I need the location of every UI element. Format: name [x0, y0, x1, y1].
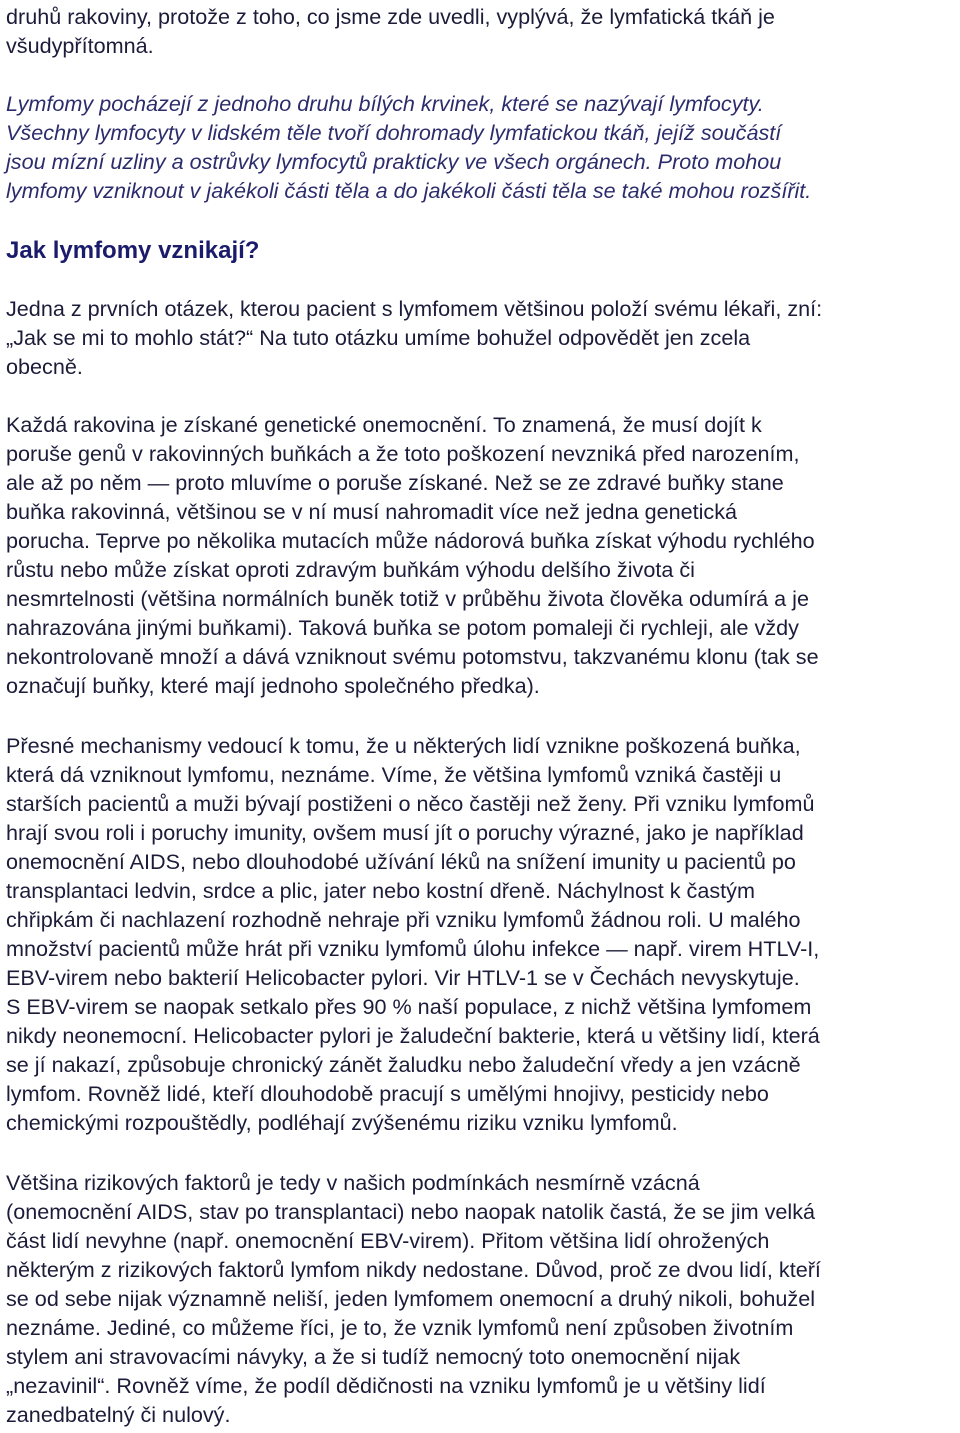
text-line: některým z rizikových faktorů lymfom nikdy nedostane. Důvod, proč ze dvou lidí, kteří — [6, 1257, 821, 1282]
text-line: porucha. Teprve po několika mutacích může nádorová buňka získat výhodu rychlého — [6, 528, 815, 553]
text-line: označují buňky, které mají jednoho společného předka). — [6, 673, 540, 698]
text-line: jsou mízní uzliny a ostrůvky lymfocytů prakticky ve všech orgánech. Proto mohou — [6, 149, 782, 174]
text-line: neznáme. Jediné, co můžeme říci, je to, že vznik lymfomů není způsoben životním — [6, 1315, 794, 1340]
text-line: část lidí nevyhne (např. onemocnění EBV-virem). Přitom většina lidí ohrožených — [6, 1228, 770, 1253]
text-line: lymfomy vzniknout v jakékoli části těla a do jakékoli části těla se také mohou rozšířit. — [6, 178, 812, 203]
text-line: lymfom. Rovněž lidé, kteří dlouhodobě pracují s umělými hnojivy, pesticidy nebo — [6, 1081, 769, 1106]
text-line: se od sebe nijak významně neliší, jeden lymfomem onemocní a druhý nikoli, bohužel — [6, 1286, 815, 1311]
text-line: Všechny lymfocyty v lidském těle tvoří dohromady lymfatickou tkáň, jejíž součástí — [6, 120, 782, 145]
text-line: buňka rakovinná, většinou se v ní musí nahromadit více než jedna genetická — [6, 499, 738, 524]
question-paragraph — [6, 294, 960, 381]
text-line: poruše genů v rakovinných buňkách a že toto poškození nevzniká před narozením, — [6, 441, 800, 466]
text-line: obecně. — [6, 354, 83, 379]
text-line: nahrazována jinými buňkami). Taková buňka se potom pomaleji či rychleji, ale vždy — [6, 615, 799, 640]
text-line: Lymfomy pocházejí z jednoho druhu bílých krvinek, které se nazývají lymfocyty. — [6, 91, 764, 116]
text-line: zanedbatelný či nulový. — [6, 1402, 231, 1427]
text-line: EBV-virem nebo bakterií Helicobacter pylori. Vir HTLV-1 se v Čechách nevyskytuje. — [6, 965, 800, 990]
text-line: ale až po něm — proto mluvíme o poruše získané. Než se ze zdravé buňky stane — [6, 470, 784, 495]
text-line: Většina rizikových faktorů je tedy v našich podmínkách nesmírně vzácná — [6, 1170, 700, 1195]
text-line: druhů rakoviny, protože z toho, co jsme zde uvedli, vyplývá, že lymfatická tkáň je — [6, 4, 775, 29]
text-line: Přesné mechanismy vedoucí k tomu, že u některých lidí vznikne poškozená buňka, — [6, 733, 801, 758]
text-line: Jedna z prvních otázek, kterou pacient s lymfomem většinou položí svému lékaři, zní: — [6, 296, 823, 321]
text-line: starších pacientů a muži bývají postiženi o něco častěji než ženy. Při vzniku lymfomů — [6, 791, 815, 816]
text-line: „Jak se mi to mohlo stát?“ Na tuto otázku umíme bohužel odpovědět jen zcela — [6, 325, 751, 350]
text-line: onemocnění AIDS, nebo dlouhodobé užívání léků na snížení imunity u pacientů po — [6, 849, 796, 874]
text-line: „nezavinil“. Rovněž víme, že podíl dědičnosti na vzniku lymfomů je u většiny lidí — [6, 1373, 766, 1398]
text-line: stylem ani stravovacími návyky, a že si tudíž nemocný toto onemocnění nijak — [6, 1344, 741, 1369]
text-line: transplantaci ledvin, srdce a plic, jater nebo kostní dřeně. Náchylnost k častým — [6, 878, 755, 903]
text-line: chemickými rozpouštědly, podléhají zvýšenému riziku vzniku lymfomů. — [6, 1110, 678, 1135]
intro-paragraph — [6, 2, 960, 60]
text-line: hrají svou roli i poruchy imunity, ovšem musí jít o poruchy výrazné, jako je například — [6, 820, 804, 845]
text-line: růstu nebo může získat oproti zdravým buňkám výhodu delšího života či — [6, 557, 695, 582]
text-line: (onemocnění AIDS, stav po transplantaci) nebo naopak natolik častá, že se jim velká — [6, 1199, 816, 1224]
text-line: se jí nakazí, způsobuje chronický zánět žaludku nebo žaludeční vředy a jen vzácně — [6, 1052, 801, 1077]
text-line: všudypřítomná. — [6, 33, 154, 58]
text-line: která dá vzniknout lymfomu, neznáme. Víme, že většina lymfomů vzniká častěji u — [6, 762, 782, 787]
italic-paragraph — [6, 89, 960, 205]
section-heading: Jak lymfomy vznikají? — [6, 237, 260, 264]
text-line: nekontrolovaně množí a dává vzniknout svému potomstvu, takzvanému klonu (tak se — [6, 644, 819, 669]
genetic-paragraph — [6, 410, 960, 700]
text-line: nikdy neonemocní. Helicobacter pylori je žaludeční bakterie, která u většiny lidí, která — [6, 1023, 820, 1048]
text-line: množství pacientů může hrát při vzniku lymfomů úlohu infekce — např. virem HTLV-I, — [6, 936, 820, 961]
text-line: nesmrtelnosti (většina normálních buněk totiž v průběhu života člověka odumírá a je — [6, 586, 809, 611]
risk-paragraph — [6, 1168, 960, 1429]
text-line: chřipkám či nachlazení rozhodně nehraje při vzniku lymfomů žádnou roli. U malého — [6, 907, 801, 932]
text-line: Každá rakovina je získané genetické onemocnění. To znamená, že musí dojít k — [6, 412, 762, 437]
text-line: S EBV-virem se naopak setkalo přes 90 % naší populace, z nichž většina lymfomem — [6, 994, 812, 1019]
mechanisms-paragraph — [6, 731, 960, 1137]
